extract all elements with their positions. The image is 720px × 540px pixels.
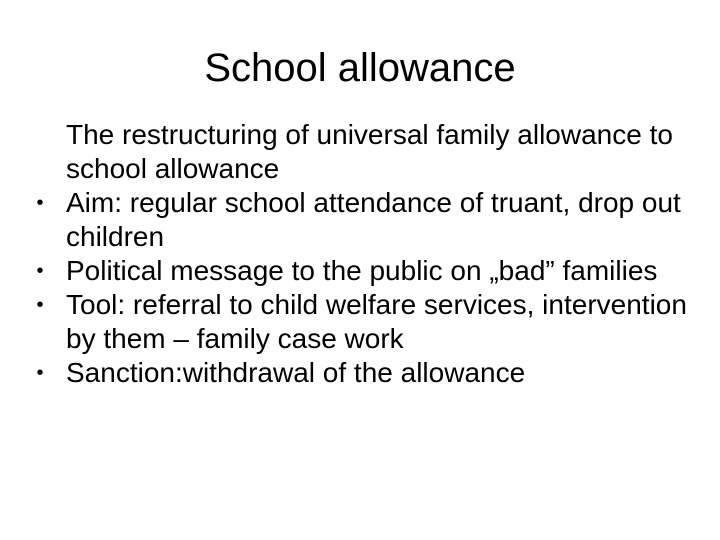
bullet-item bbox=[30, 254, 690, 288]
bullet-marker: • bbox=[36, 260, 44, 282]
slide-title: School allowance bbox=[204, 46, 516, 90]
bullet-text: Sanction:withdrawal of the allowance bbox=[66, 357, 526, 388]
bullet-item bbox=[30, 118, 690, 186]
bullet-text: Political message to the public on „bad” families bbox=[66, 255, 658, 286]
bullet-item bbox=[30, 186, 690, 254]
bullet-marker: • bbox=[36, 192, 44, 214]
bullet-text: The restructuring of universal family allowance to school allowance bbox=[66, 119, 673, 184]
bullet-text: Tool: referral to child welfare services, intervention by them – family case work bbox=[66, 289, 687, 354]
bullet-item bbox=[30, 288, 690, 356]
bullet-text: Aim: regular school attendance of truant, drop out children bbox=[66, 187, 681, 252]
bullet-marker: • bbox=[36, 362, 44, 384]
bullet-list bbox=[30, 118, 690, 390]
bullet-marker: • bbox=[36, 294, 44, 316]
bullet-item bbox=[30, 356, 690, 390]
